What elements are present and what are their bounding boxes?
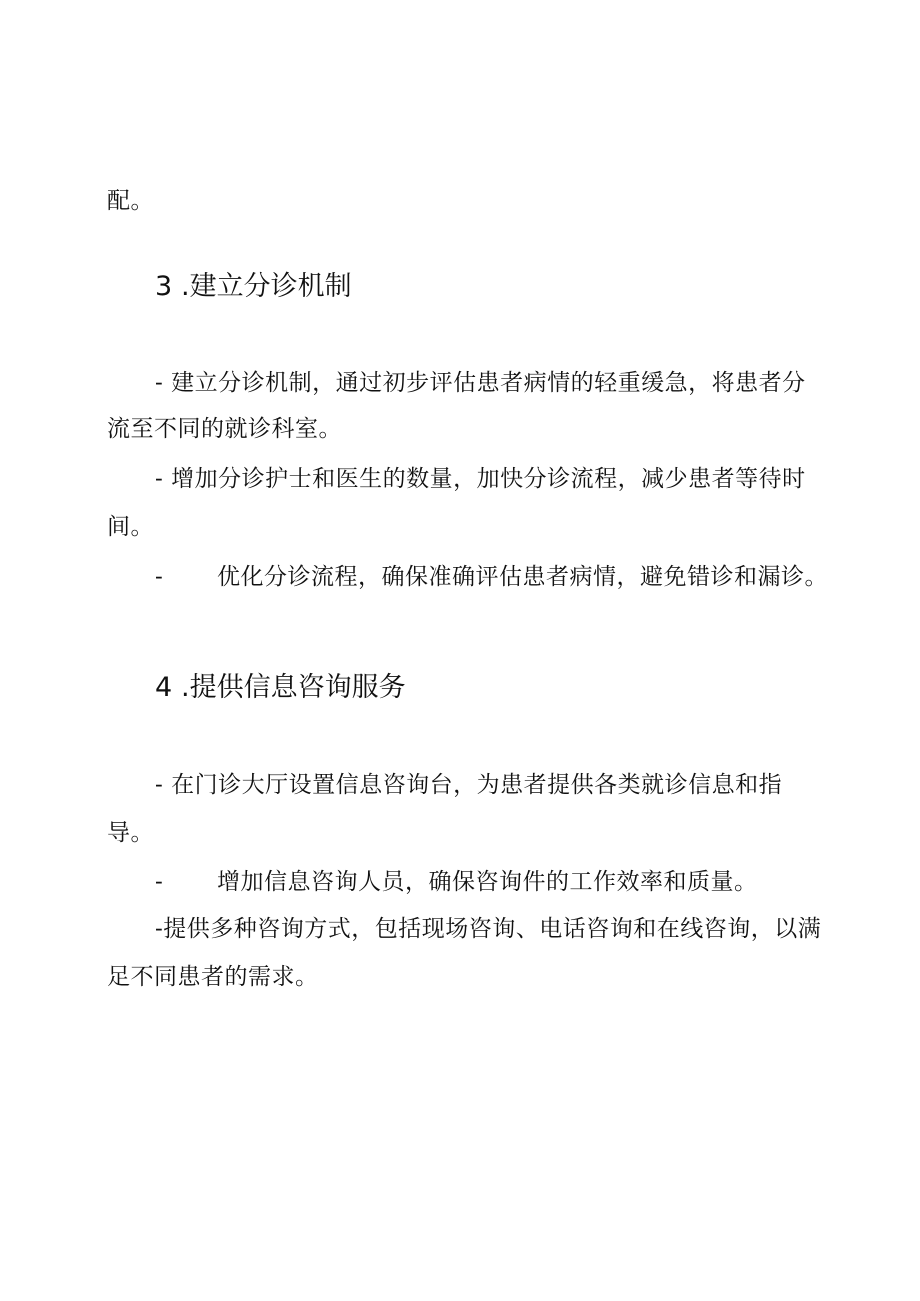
section-3-number: 3 <box>155 271 173 302</box>
section-4-heading <box>155 671 406 705</box>
bullet-text: 建立分诊机制，通过初步评估患者病情的轻重缓急，将患者分 <box>163 370 806 396</box>
section-3-bullet-3 <box>155 562 828 592</box>
section-4-bullet-1-line-2: 导。 <box>107 820 154 846</box>
section-4-bullet-3-line-2: 足不同患者的需求。 <box>107 964 319 990</box>
section-3-bullet-2-line-2: 间。 <box>107 514 154 540</box>
bullet-dash: - <box>155 869 164 895</box>
bullet-text: 提供多种咨询方式，包括现场咨询、电话咨询和在线咨询，以满 <box>163 916 822 942</box>
bullet-text: 增加分诊护士和医生的数量，加快分诊流程，减少患者等待时 <box>163 466 806 492</box>
section-3-bullet-1-line-2: 流至不同的就诊科室。 <box>107 416 342 442</box>
bullet-dash: - <box>155 466 164 492</box>
section-3-bullet-1-line-1 <box>155 368 806 398</box>
section-3-bullet-2-line-1 <box>155 464 806 494</box>
section-4-bullet-2 <box>155 867 758 897</box>
bullet-text: 优化分诊流程，确保准确评估患者病情，避免错诊和漏诊。 <box>217 564 828 590</box>
section-4-bullet-3-line-1 <box>155 914 821 944</box>
bullet-dash: - <box>155 564 164 590</box>
section-4-number: 4 <box>155 672 173 703</box>
section-4-title: .提供信息咨询服务 <box>181 672 406 703</box>
continuation-text: 配。 <box>107 188 154 214</box>
bullet-text: 增加信息咨询人员，确保咨询件的工作效率和质量。 <box>217 869 758 895</box>
section-3-title: .建立分诊机制 <box>181 271 352 302</box>
bullet-dash: - <box>155 772 164 798</box>
bullet-dash: - <box>155 916 164 942</box>
bullet-dash: - <box>155 370 164 396</box>
section-4-bullet-1-line-1 <box>155 770 782 800</box>
section-3-heading <box>155 270 352 304</box>
bullet-text: 在门诊大厅设置信息咨询台，为患者提供各类就诊信息和指 <box>163 772 783 798</box>
